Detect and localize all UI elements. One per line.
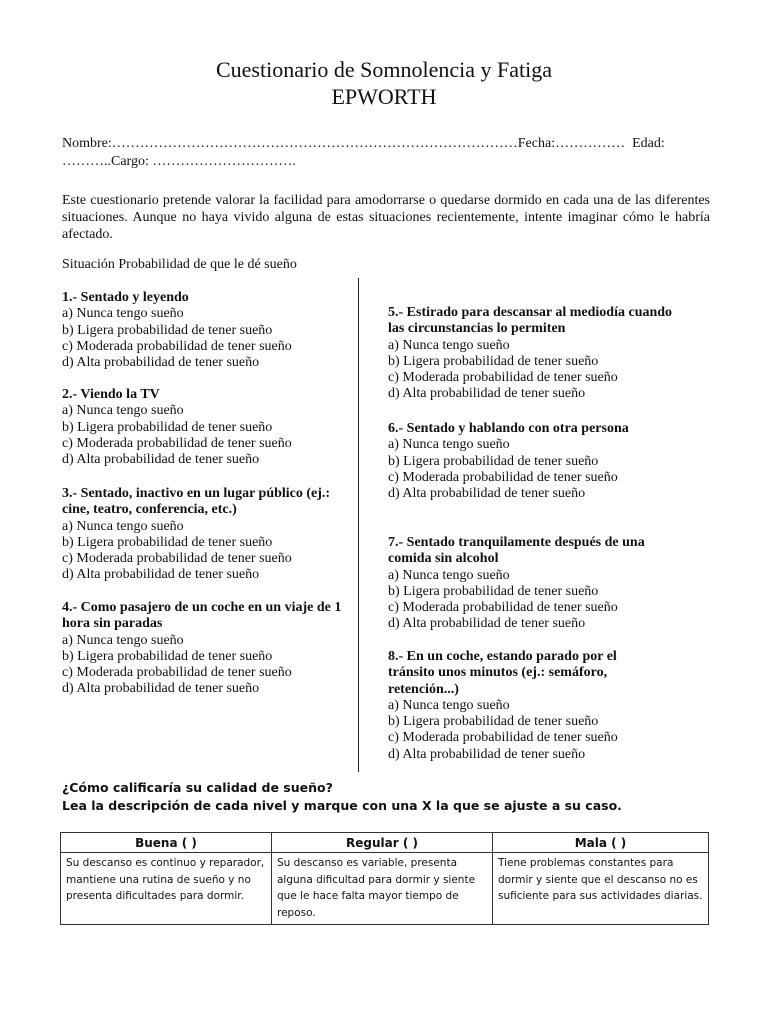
option-b[interactable]: b) Ligera probabilidad de tener sueño <box>62 648 273 664</box>
question-title: 4.- Como pasajero de un coche en un viaje de 1 hora sin paradas <box>62 600 342 632</box>
option-d[interactable]: d) Alta probabilidad de tener sueño <box>62 452 260 468</box>
question-1 <box>62 290 352 371</box>
question-4 <box>62 600 352 698</box>
option-b[interactable]: b) Ligera probabilidad de tener sueño <box>388 453 599 469</box>
option-a[interactable]: a) Nunca tengo sueño <box>62 518 184 534</box>
option-a[interactable]: a) Nunca tengo sueño <box>388 697 510 713</box>
level-regular-description: Su descanso es variable, presenta alguna dificultad para dormir y siente que le hace falta mayor tiempo de reposo. <box>272 853 493 925</box>
question-2 <box>62 387 352 468</box>
option-c[interactable]: c) Moderada probabilidad de tener sueño <box>62 338 292 354</box>
level-buena-description: Su descanso es continuo y reparador, mantiene una rutina de sueño y no presenta dificultades para dormir. <box>61 853 272 925</box>
option-a[interactable]: a) Nunca tengo sueño <box>388 567 510 583</box>
quality-instruction: Lea la descripción de cada nivel y marque con una X la que se ajuste a su caso. <box>62 798 622 813</box>
option-c[interactable]: c) Moderada probabilidad de tener sueño <box>388 600 618 616</box>
quality-question: ¿Cómo calificaría su calidad de sueño? <box>62 780 333 795</box>
level-mala-header[interactable]: Mala ( ) <box>493 833 709 853</box>
question-title: 3.- Sentado, inactivo en un lugar público (ej.: cine, teatro, conferencia, etc.) <box>62 486 331 518</box>
question-title: 5.- Estirado para descansar al mediodía cuando las circunstancias lo permiten <box>388 305 673 337</box>
option-a[interactable]: a) Nunca tengo sueño <box>388 337 510 353</box>
option-a[interactable]: a) Nunca tengo sueño <box>62 403 184 419</box>
question-3 <box>62 486 352 584</box>
option-c[interactable]: c) Moderada probabilidad de tener sueño <box>388 370 618 386</box>
option-d[interactable]: d) Alta probabilidad de tener sueño <box>62 681 260 697</box>
option-a[interactable]: a) Nunca tengo sueño <box>62 632 184 648</box>
option-c[interactable]: c) Moderada probabilidad de tener sueño <box>62 435 292 451</box>
level-buena-header[interactable]: Buena ( ) <box>61 833 272 853</box>
option-d[interactable]: d) Alta probabilidad de tener sueño <box>388 486 586 502</box>
column-divider <box>358 278 359 772</box>
intro-paragraph: Este cuestionario pretende valorar la facilidad para amodorrarse o quedarse dormido en cada una de las diferentes situaciones. Aunque no haya vivido alguna de estas situaciones recientemente, intente imaginar cómo le habría afectado. <box>62 193 710 242</box>
question-5 <box>388 305 678 403</box>
option-c[interactable]: c) Moderada probabilidad de tener sueño <box>62 665 292 681</box>
option-d[interactable]: d) Alta probabilidad de tener sueño <box>388 386 586 402</box>
option-c[interactable]: c) Moderada probabilidad de tener sueño <box>388 469 618 485</box>
option-d[interactable]: d) Alta probabilidad de tener sueño <box>388 616 586 632</box>
question-title: 1.- Sentado y leyendo <box>62 290 189 305</box>
option-b[interactable]: b) Ligera probabilidad de tener sueño <box>388 353 599 369</box>
level-regular-header[interactable]: Regular ( ) <box>272 833 493 853</box>
level-mala-description: Tiene problemas constantes para dormir y siente que el descanso no es suficiente para sus actividades diarias. <box>493 853 709 925</box>
option-a[interactable]: a) Nunca tengo sueño <box>62 306 184 322</box>
form-fields-line-2[interactable]: ………..Cargo: …………………………. <box>62 154 296 169</box>
question-title: 2.- Viendo la TV <box>62 387 160 402</box>
document-title: Cuestionario de Somnolencia y Fatiga <box>215 57 553 82</box>
question-title: 7.- Sentado tranquilamente después de una comida sin alcohol <box>388 535 645 567</box>
option-b[interactable]: b) Ligera probabilidad de tener sueño <box>62 419 273 435</box>
option-b[interactable]: b) Ligera probabilidad de tener sueño <box>388 714 599 730</box>
option-c[interactable]: c) Moderada probabilidad de tener sueño <box>62 551 292 567</box>
question-title: 8.- En un coche, estando parado por el tránsito unos minutos (ej.: semáforo, retención...) <box>388 649 617 697</box>
question-6 <box>388 421 678 502</box>
question-7 <box>388 535 678 633</box>
situation-header: Situación Probabilidad de que le dé sueño <box>62 257 297 272</box>
question-8 <box>388 649 633 763</box>
question-title: 6.- Sentado y hablando con otra persona <box>388 421 629 436</box>
option-d[interactable]: d) Alta probabilidad de tener sueño <box>62 567 260 583</box>
option-d[interactable]: d) Alta probabilidad de tener sueño <box>62 355 260 371</box>
document-subtitle: EPWORTH <box>331 84 437 109</box>
sleep-quality-table <box>60 832 709 925</box>
option-c[interactable]: c) Moderada probabilidad de tener sueño <box>388 730 618 746</box>
option-d[interactable]: d) Alta probabilidad de tener sueño <box>388 746 586 762</box>
option-b[interactable]: b) Ligera probabilidad de tener sueño <box>62 322 273 338</box>
option-b[interactable]: b) Ligera probabilidad de tener sueño <box>62 534 273 550</box>
option-b[interactable]: b) Ligera probabilidad de tener sueño <box>388 583 599 599</box>
option-a[interactable]: a) Nunca tengo sueño <box>388 437 510 453</box>
form-fields-line-1[interactable]: Nombre:……………………………………………………………………………Fecha:…………… Edad: <box>62 136 665 151</box>
